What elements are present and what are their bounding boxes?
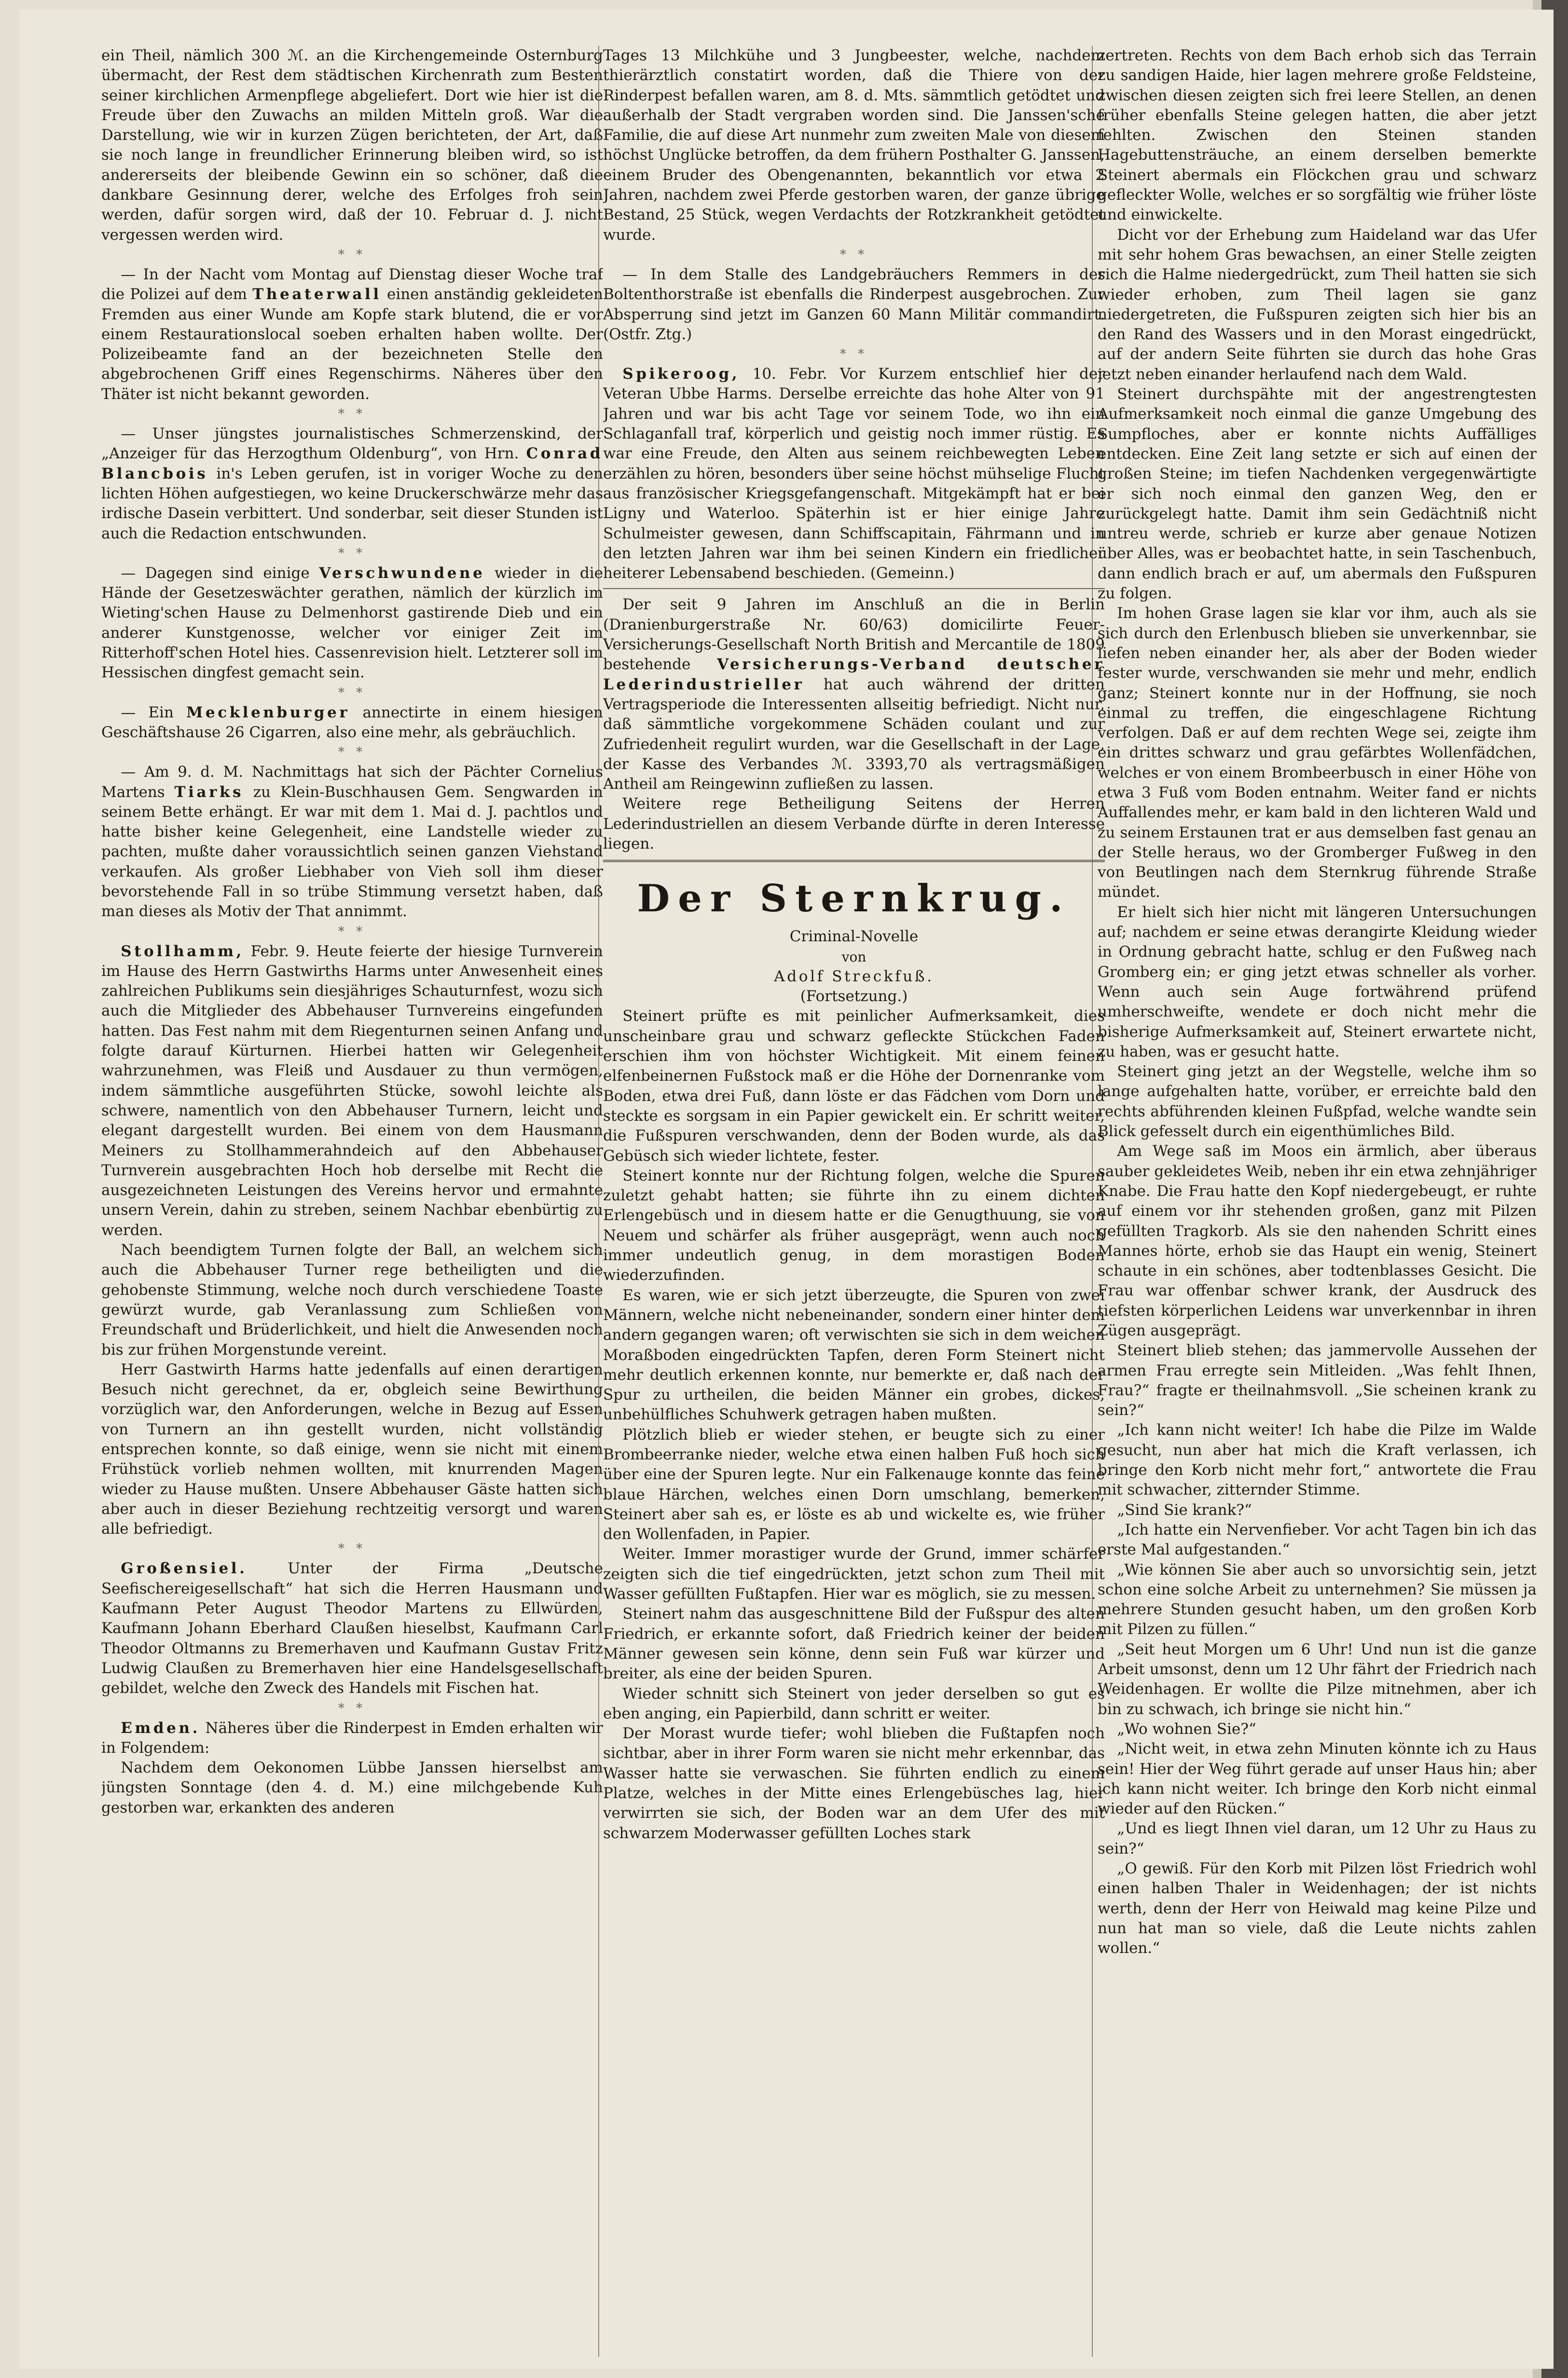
article-grossensiel: Großensiel. Unter der Firma „Deutsche Seefischereigesellschaft“ hat sich die Herren Hausmann und Kaufmann Peter August Theodor Martens zu Ellwürden, Kaufmann Johann Eberhard Claußen hieselbst, Kaufmann Carl Theodor Oltmanns zu Bremerhaven und Kaufmann Gustav Fritz Ludwig Claußen zu Bremerhaven hier eine Handelsgesellschaft gebildet, welche den Zweck des Handels mit Fischen hat. <box>101 1560 603 1697</box>
column-right <box>1098 46 1537 2366</box>
separator-stars: * * <box>839 347 868 362</box>
article-emden: Emden. Näheres über die Rinderpest in Emden erhalten wir in Folgendem: <box>101 1719 603 1757</box>
separator-stars: * * <box>338 546 367 561</box>
novel-dialogue: „Nicht weit, in etwa zehn Minuten könnte ich zu Haus sein! Hier der Weg führt gerade auf unser Haus hin; aber ich kann nicht weiter. Ich bringe den Korb nicht einmal wieder auf den Rücken.“ <box>1098 1740 1537 1818</box>
column-middle <box>603 46 1105 2366</box>
novel-paragraph: Plötzlich blieb er wieder stehen, er beugte sich zu einer Brombeerranke nieder, welche etwa einen halben Fuß hoch sich über eine der Spuren legte. Nur ein Falkenauge konnte das feine blaue Härchen, welches einen Dorn umschlang, bemerken, Steinert aber sah es, er löste es ab und wickelte es, wie früher den Wollenfaden, in Papier. <box>603 1426 1105 1543</box>
article-tiarks: — Am 9. d. M. Nachmittags hat sich der Pächter Cornelius Martens Tiarks zu Klein-Buschhausen Gem. Sengwarden in seinem Bette erhängt. Er war mit dem 1. Mai d. J. pachtlos und hatte bisher keine Gelegenheit, eine Landstelle wieder zu pachten, mußte daher voraussichtlich seinen ganzen Viehstand verkaufen. Als großer Liebhaber von Vieh soll ihm dieser bevorstehende Fall in so trübe Stimmung versetzt haben, daß man dieses als Motiv der That annimmt. <box>101 763 603 921</box>
novel-paragraph: Am Wege saß im Moos ein ärmlich, aber überaus sauber gekleidetes Weib, neben ihr ein etwa zehnjähriger Knabe. Die Frau hatte den Kopf niedergebeugt, er ruhte auf einem vor ihr stehenden großen, ganz mit Pilzen gefüllten Tragkorb. Als sie den nahenden Schritt eines Mannes hörte, erhob sie das Haupt ein wenig, Steinert schaute in ein schönes, aber todtenblasses Gesicht. Die Frau war offenbar schwer krank, der Ausdruck des tiefsten körperlichen Leidens war unverkennbar in ihren Zügen ausgeprägt. <box>1098 1142 1537 1339</box>
novel-paragraph: Steinert konnte nur der Richtung folgen, welche die Spuren zuletzt gehabt hatten; sie führte ihn zu einem dichten Erlengebüsch und in diesem hatte er die Genugthuung, sie von Neuem und schärfer als früher ausgeprägt, wenn auch noch immer undeutlich genug, in dem morastigen Boden wiederzufinden. <box>603 1167 1105 1284</box>
novel-paragraph: Weiter. Immer morastiger wurde der Grund, immer schärfer zeigten sich die tief eingedrückten, jetzt schon zum Theil mit Wasser gefüllten Fußtapfen. Hier war es möglich, sie zu messen. <box>603 1545 1105 1603</box>
novel-paragraph: Steinert ging jetzt an der Wegstelle, welche ihm so lange aufgehalten hatte, vorüber, er erreichte bald den rechts abführenden kleinen Fußpfad, welche wandte sein Blick gefesselt durch ein eigenthümliches Bild. <box>1098 1063 1537 1141</box>
novel-dialogue: „Sind Sie krank?“ <box>1117 1501 1252 1519</box>
novel-paragraph: Der Morast wurde tiefer; wohl blieben die Fußtapfen noch sichtbar, aber in ihrer Form waren sie nicht mehr erkennbar, das Wasser hatte sie verwaschen. Sie führten endlich zu einem Platze, welches in der Mitte eines Erlengebüsches lag, hier verwirrten sie sich, der Boden war an dem Ufer des mit schwarzem Moderwasser gefüllten Loches stark <box>603 1725 1105 1842</box>
novel-paragraph: Steinert durchspähte mit der angestrengtesten Aufmerksamkeit noch einmal die ganze Umgebung des Sumpfloches, aber er konnte nichts Auffälliges entdecken. Eine Zeit lang setzte er sich auf einen der großen Steine; im tiefen Nachdenken vergegenwärtigte er sich noch einmal den ganzen Weg, den er zurückgelegt hatte. Damit ihm sein Gedächtniß nicht untreu werde, schrieb er kurze aber genaue Notizen über Alles, was er beobachtet hatte, in sein Taschenbuch, dann endlich brach er auf, um abermals den Fußspuren zu folgen. <box>1098 385 1537 603</box>
separator-stars: * * <box>338 1701 367 1716</box>
article-paragraph: Nachdem dem Oekonomen Lübbe Janssen hierselbst am jüngsten Sonntage (den 4. d. M.) eine milchgebende Kuh gestorben war, erkankten des anderen <box>101 1759 603 1816</box>
novel-continuation-note: (Fortsetzung.) <box>800 988 908 1005</box>
double-rule <box>603 860 1105 864</box>
article-continuation: ein Theil, nämlich 300 ℳ. an die Kirchengemeinde Osternburg übermacht, der Rest dem städtischen Kirchenrath zum Besten seiner kirchlichen Armenpflege abgeliefert. Dort wie hier ist die Freude über den Zuwachs an milden Mitteln groß. War die Darstellung, wie wir in kurzen Zügen berichteten, der Art, daß sie noch lange in freundlicher Erinnerung bleiben wird, so ist andererseits der bleibende Gewinn ein so schöner, daß die dankbare Gesinnung derer, welche des Erfolges froh sein werden, dafür sorgen wird, daß der 10. Februar d. J. nicht vergessen werden wird. <box>101 47 603 244</box>
article-spikeroog: Spikeroog, 10. Febr. Vor Kurzem entschlief hier der Veteran Ubbe Harms. Derselbe erreichte das hohe Alter von 91 Jahren und war bis acht Tage vor seinem Tode, wo ihn ein Schlaganfall traf, körperlich und geistig noch immer rüstig. Es war eine Freude, den Alten aus seinem reichbewegten Leben erzählen zu hören, besonders über seine höchst mühselige Flucht aus französischer Kriegsgefangenschaft. Mitgekämpft hat er bei Ligny und Waterloo. Späterhin ist er hier einige Jahre Schulmeister gewesen, dann Schiffscapitain, Fährmann und in den letzten Jahren war ihm bei seinen Kindern ein friedlicher heiterer Lebensabend beschieden. (Gemeinn.) <box>603 365 1105 582</box>
article-paragraph: Weitere rege Betheiligung Seitens der Herren Lederindustriellen an diesem Verbande dürfte in deren Interesse liegen. <box>603 795 1105 852</box>
column-left <box>101 46 603 2366</box>
novel-subtitle: Criminal-Novelle <box>789 928 919 946</box>
separator-stars: * * <box>338 924 367 939</box>
novel-paragraph: Steinert prüfte es mit peinlicher Aufmerksamkeit, dies unscheinbare grau und schwarz gefleckte Stückchen Faden erschien ihm von höchster Wichtigkeit. Mit einem feinen elfenbeinernen Fußstock maß er die Höhe der Dornenranke vom Boden, etwa drei Fuß, dann löste er das Fädchen vom Dorn und steckte es sorgsam in ein Papier gewickelt ein. Er schritt weiter, die Fußspuren verschwanden, denn der Boden wurde, als das Gebüsch sich wieder lichtete, fester. <box>603 1007 1105 1165</box>
novel-dialogue: „Ich kann nicht weiter! Ich habe die Pilze im Walde gesucht, nun aber hat mich die Kraft verlassen, ich bringe den Korb nicht mehr fort,“ antwortete die Frau mit schwacher, zitternder Stimme. <box>1098 1421 1537 1499</box>
novel-headline: Der Sternkrug. <box>637 877 1071 921</box>
novel-byline-von: von <box>841 948 867 965</box>
separator-stars: * * <box>338 407 367 422</box>
article-mecklenburger: — Ein Mecklenburger annectirte in einem hiesigen Geschäftshause 26 Cigarren, also eine mehr, als gebräuchlich. <box>101 703 603 741</box>
article-continuation: Tages 13 Milchkühe und 3 Jungbeester, welche, nachdem thierärztlich constatirt worden, daß die Thiere von der Rinderpest befallen waren, am 8. d. Mts. sämmtlich getödtet und außerhalb der Stadt vergraben worden sind. Die Janssen'sche Familie, die auf diese Art nunmehr zum zweiten Male von diesem höchst Unglücke betroffen, da dem frühern Posthalter G. Janssen, einem Bruder des Obengenannten, bekanntlich vor etwa 2 Jahren, nachdem zwei Pferde gestorben waren, der ganze übrige Bestand, 25 Stück, wegen Verdachts der Rotzkrankheit getödtet wurde. <box>603 47 1105 244</box>
novel-paragraph: Steinert blieb stehen; das jammervolle Aussehen der armen Frau erregte sein Mitleiden. „Was fehlt Ihnen, Frau?“ fragte er theilnahmsvoll. „Sie scheinen krank zu sein?“ <box>1098 1342 1537 1419</box>
separator-stars: * * <box>338 745 367 760</box>
separator-stars: * * <box>338 685 367 700</box>
article-anzeiger: — Unser jüngstes journalistisches Schmerzenskind, der „Anzeiger für das Herzogthum Oldenburg“, von Hrn. Conrad Blancbois in's Leben gerufen, ist in voriger Woche zu den lichten Höhen aufgestiegen, wo keine Druckerschwärze mehr das irdische Dasein verbittert. Und sonderbar, seit dieser Stunden ist auch die Redaction entschwunden. <box>101 425 603 542</box>
article-paragraph: Nach beendigtem Turnen folgte der Ball, an welchem sich auch die Abbehauser Turner rege betheiligten und die gehobenste Stimmung, welche noch durch verschiedene Toaste gewürzt wurde, gab Veranlassung zum Schließen von Freundschaft und Brüderlichkeit, und hielt die Anwesenden noch bis zur frühen Morgenstunde vereint. <box>101 1241 603 1359</box>
source-ref: (Ostfr. Ztg.) <box>603 325 692 343</box>
novel-paragraph: Steinert nahm das ausgeschnittene Bild der Fußspur des alten Friedrich, er erkannte sofort, daß Friedrich keiner der beiden Männer gewesen sein könne, denn sein Fuß war kürzer und breiter, als eine der beiden Spuren. <box>603 1605 1105 1683</box>
novel-paragraph: Dicht vor der Erhebung zum Haideland war das Ufer mit sehr hohem Gras bewachsen, an einer Stelle zeigten sich die Halme niedergedrückt, zum Theil hatten sie sich wieder erhoben, zum Theil lagen sie ganz niedergetreten, die Fußspuren zeigten sich hier bis an den Rand des Wassers und in den Morast eingedrückt, auf der andern Seite führten sie durch das hohe Gras jetzt neben einander herlaufend nach dem Wald. <box>1098 226 1537 383</box>
novel-author: Adolf Streckfuß. <box>774 967 934 985</box>
novel-dialogue: „Wie können Sie aber auch so unvorsichtig sein, jetzt schon eine solche Arbeit zu unternehmen? Sie müssen ja mehrere Stunden gesucht haben, um den großen Korb mit Pilzen zu füllen.“ <box>1098 1561 1537 1638</box>
article-paragraph: Herr Gastwirth Harms hatte jedenfalls auf einen derartigen Besuch nicht gerechnet, da er, obgleich seine Bewirthung vorzüglich war, den Anforderungen, welche in Bezug auf Essen von Turnern an ihn gestellt wurden, nicht vollständig entsprechen konnte, so daß einige, wenn sie nicht mit einem Frühstück vorlieb nehmen wollten, mit knurrenden Magen wieder zu Hause mußten. Unsere Abbehauser Gäste hatten sich aber auch in dieser Beziehung rechtzeitig versorgt und waren alle befriedigt. <box>101 1361 603 1538</box>
article-versicherungs-verband: Der seit 9 Jahren im Anschluß an die in Berlin (Dranienburgerstraße Nr. 60/63) domicilirte Feuer-Versicherungs-Gesellschaft North British and Mercantile de 1809 bestehende Versicherungs-Verband deutscher Lederindustrieller hat auch während der dritten Vertragsperiode die Interessenten allseitig befriedigt. Nicht nur, daß sämmtliche vorgekommene Schäden coulant und zur Zufriedenheit regulirt wurden, war die Gesellschaft in der Lage, der Kasse des Verbandes ℳ. 3393,70 als vertragsmäßigen Antheil am Reingewinn zufließen zu lassen. <box>603 596 1105 793</box>
novel-paragraph: Im hohen Grase lagen sie klar vor ihm, auch als sie sich durch den Erlenbusch blieben sie unverkennbar, sie liefen neben einander her, als aber der Boden wieder fester wurde, verschwanden sie mehr und mehr, endlich ganz; Steinert konnte nur in der Hoffnung, sie noch einmal zu treffen, die eingeschlagene Richtung verfolgen. Daß er auf dem rechten Wege sei, zeigte ihm ein drittes schwarz und grau gefärbtes Wollenfädchen, welches er von einem Brombeerbusch in einer Höhe von etwa 3 Fuß vom Boden entnahm. Weiter fand er nichts Auffallendes mehr, er kam bald in den lichteren Wald und zu seinem Erstaunen trat er aus demselben fast genau an der Stelle heraus, wo der Gromberger Fußweg in den von Beutlingen nach dem Sternkrug führende Straße mündet. <box>1098 605 1537 901</box>
source-ref: (Gemeinn.) <box>870 564 955 582</box>
article-remmers: — In dem Stalle des Landgebräuchers Remmers in der Boltenthorstraße ist ebenfalls die Rinderpest ausgebrochen. Zur Absperrung sind jetzt im Ganzen 60 Mann Militär commandirt. (Ostfr. Ztg.) <box>603 265 1105 343</box>
separator-stars: * * <box>338 1541 367 1556</box>
article-stollhamm: Stollhamm, Febr. 9. Heute feierte der hiesige Turnverein im Hause des Herrn Gastwirths Harms unter Anwesenheit eines zahlreichen Publikums sein diesjähriges Schauturnfest, wozu sich auch die Mitglieder des Abbehauser Turnvereins eingefunden hatten. Das Fest nahm mit dem Riegenturnen seinen Anfang und folgte darauf Kürturnen. Hierbei hatten wir Gelegenheit wahrzunehmen, was Fleiß und Ausdauer zu thun vermögen, indem sämmtliche ausgeführten Stücke, sowohl leichte als schwere, namentlich von den Abbehauser Turnern, leicht und elegant dargestellt wurden. Bei einem von dem Hausmann Meiners zu Stollhammerahndeich auf den Abbehauser Turnverein ausgebrachten Hoch hob derselbe mit Recht die ausgezeichneten Leistungen des Vereins hervor und ermahnte unsern Verein, dahin zu streben, seinem Nachbar ebenbürtig zu werden. <box>101 942 603 1239</box>
novel-dialogue: „Wo wohnen Sie?“ <box>1117 1720 1256 1738</box>
novel-paragraph: Er hielt sich hier nicht mit längeren Untersuchungen auf; nachdem er seine etwas derangirte Kleidung wieder in Ordnung gebracht hatte, schlug er den Fußweg nach Gromberg ein; er ging jetzt etwas schneller als vorher. Wenn auch sein Auge fortwährend prüfend umherschweifte, wendete er doch nicht mehr die bisherige Aufmerksamkeit auf, Steinert erwartete nicht, zu haben, was er gesucht hatte. <box>1098 903 1537 1060</box>
novel-dialogue: „Und es liegt Ihnen viel daran, um 12 Uhr zu Haus zu sein?“ <box>1098 1820 1537 1857</box>
novel-dialogue: „O gewiß. Für den Korb mit Pilzen löst Friedrich wohl einen halben Thaler in Weidenhagen; der ist nichts werth, denn der Herr von Heiwald mag keine Pilze und nun hat man so viele, daß die Leute nichts zahlen wollen.“ <box>1098 1860 1537 1957</box>
separator-stars: * * <box>338 247 367 262</box>
article-theaterwall: — In der Nacht vom Montag auf Dienstag dieser Woche traf die Polizei auf dem Theaterwall einen anständig gekleideten Fremden aus einer Wunde am Kopfe stark blutend, die er vor einem Restaurationslocal soeben erhalten haben wollte. Der Polizeibeamte fand an der bezeichneten Stelle den abgebrochenen Griff eines Regenschirms. Näheres über den Thäter ist nicht bekannt geworden. <box>101 265 603 403</box>
novel-paragraph: Es waren, wie er sich jetzt überzeugte, die Spuren von zwei Männern, welche nicht nebeneinander, sondern einer hinter dem andern gegangen waren; oft verwischten sie sich in dem weichen Moraßboden eingedrückten Tapfen, deren Form Steinert nicht mehr deutlich erkennen konnte, nur bemerkte er, daß nach der Spur zu urtheilen, die beiden Männer ein grobes, dickes, unbehülfliches Schuhwerk getragen haben mußten. <box>603 1286 1105 1424</box>
novel-paragraph: Wieder schnitt sich Steinert von jeder derselben so gut es eben anging, ein Papierbild, dann schritt er weiter. <box>603 1685 1105 1722</box>
separator-stars: * * <box>839 247 868 262</box>
novel-dialogue: „Seit heut Morgen um 6 Uhr! Und nun ist die ganze Arbeit umsonst, denn um 12 Uhr fährt der Friedrich nach Weidenhagen. Er wollte die Pilze mitnehmen, aber ich bin zu schwach, ich bringe sie nicht hin.“ <box>1098 1640 1537 1718</box>
article-verschwundene: — Dagegen sind einige Verschwundene wieder in die Hände der Gesetzeswächter gerathen, nämlich der kürzlich im Wieting'schen Hause zu Delmenhorst gastirende Dieb und ein anderer Kunstgenosse, welcher vor einiger Zeit im Ritterhoff'schen Hotel hies. Cassenrevision hielt. Letzterer soll im Hessischen dingfest gemacht sein. <box>101 564 603 682</box>
novel-dialogue: „Ich hatte ein Nervenfieber. Vor acht Tagen bin ich das erste Mal aufgestanden.“ <box>1098 1521 1537 1559</box>
novel-paragraph: zertreten. Rechts von dem Bach erhob sich das Terrain zu sandigen Haide, hier lagen mehrere große Feldsteine, zwischen diesen zeigten sich frei leere Stellen, an denen früher ebenfalls Steine gelegen hatten, die aber jetzt fehlten. Zwischen den Steinen standen Hagebuttensträuche, an einem derselben bemerkte Steinert abermals ein Flöckchen grau und schwarz gefleckter Wolle, welches er so sorgfältig wie früher löste und einwickelte. <box>1098 47 1537 224</box>
section-rule <box>603 588 1105 589</box>
